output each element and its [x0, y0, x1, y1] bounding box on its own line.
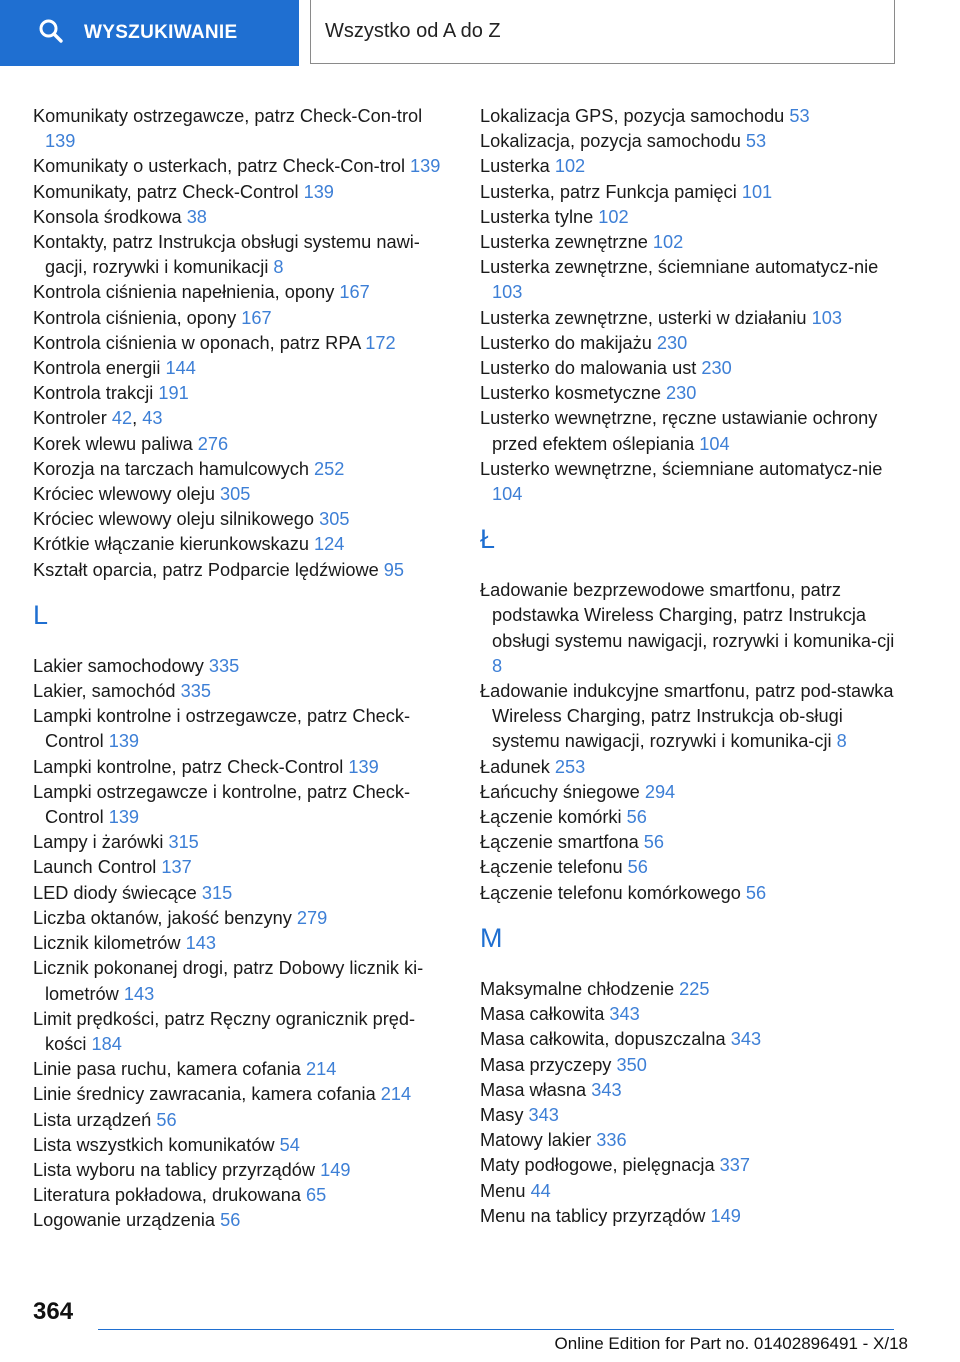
page-link[interactable]: 56 — [627, 857, 648, 878]
index-entry — [33, 1057, 453, 1082]
index-entry — [33, 205, 453, 230]
index-entry — [480, 1053, 905, 1078]
page-link[interactable]: 38 — [186, 206, 207, 227]
index-entry-text: Lampy i żarówki — [33, 832, 164, 853]
page-link[interactable]: 253 — [554, 756, 586, 777]
index-entry — [33, 432, 453, 457]
page-link[interactable]: 8 — [836, 731, 847, 752]
index-entry — [480, 1103, 905, 1128]
index-entry — [33, 830, 453, 855]
index-entry-text: Kontroler — [33, 408, 107, 429]
index-entry-text: Liczba oktanów, jakość benzyny — [33, 907, 292, 928]
index-entry-text: Masa całkowita — [480, 1004, 605, 1025]
page-link[interactable]: 279 — [296, 907, 328, 928]
index-entry — [480, 1002, 905, 1027]
index-entry — [480, 855, 905, 880]
index-entry — [480, 306, 905, 331]
index-entry — [480, 457, 905, 507]
index-entry-text: Kontakty, patrz Instrukcja obsługi systemu nawi-gacji, rozrywki i komunikacji — [33, 232, 420, 278]
index-entry — [33, 1108, 453, 1133]
page-link[interactable]: 137 — [161, 857, 192, 878]
index-entry-text: Lusterka zewnętrzne, ściemniane automatycz-nie — [480, 257, 879, 278]
index-entry — [480, 1078, 905, 1103]
index-entry — [480, 230, 905, 255]
index-entry — [480, 578, 905, 679]
page-link[interactable]: 139 — [108, 807, 140, 828]
page-link[interactable]: 139 — [108, 731, 140, 752]
index-entry — [33, 306, 453, 331]
page-link[interactable]: 294 — [644, 781, 676, 802]
page-link[interactable]: 56 — [626, 807, 647, 828]
page-link[interactable]: 305 — [220, 484, 251, 505]
page-link[interactable]: 56 — [156, 1109, 177, 1130]
index-entry — [480, 1153, 905, 1178]
index-entry-text: Lakier, samochód — [33, 681, 176, 702]
index-entry — [33, 180, 453, 205]
page-link[interactable]: 139 — [410, 156, 441, 177]
index-entry — [480, 755, 905, 780]
index-entry-text: Maksymalne chłodzenie — [480, 978, 675, 999]
index-entry-text: Korozja na tarczach hamulcowych — [33, 458, 309, 479]
index-entry-text: Konsola środkowa — [33, 206, 182, 227]
index-entry-text: Lusterka — [480, 156, 550, 177]
index-entry-text: Lusterko kosmetyczne — [480, 383, 661, 404]
page-link[interactable]: 143 — [123, 983, 155, 1004]
index-entry-text: Lusterko do malowania ust — [480, 358, 697, 379]
index-entry — [33, 654, 453, 679]
page-link[interactable]: 56 — [220, 1210, 241, 1231]
index-entry-text: Linie pasa ruchu, kamera cofania — [33, 1059, 301, 1080]
index-entry — [480, 977, 905, 1002]
index-entry-text: Kontrola ciśnienia napełnienia, opony — [33, 282, 335, 303]
index-entry-text: Łączenie telefonu — [480, 857, 623, 878]
index-entry — [480, 1027, 905, 1052]
page-link[interactable]: 139 — [348, 756, 379, 777]
index-entry — [480, 255, 905, 305]
index-entry — [33, 154, 453, 179]
page-link[interactable]: 103 — [492, 282, 523, 303]
page-link[interactable]: 42 — [111, 408, 133, 429]
index-entry-text: Kontrola ciśnienia w oponach, patrz RPA — [33, 332, 361, 353]
index-entry — [33, 457, 453, 482]
page-link[interactable]: 214 — [380, 1084, 412, 1105]
page-link[interactable]: 8 — [492, 655, 503, 676]
index-entry-text: Króciec wlewowy oleju silnikowego — [33, 509, 315, 530]
index-entry-text: Lusterka, patrz Funkcja pamięci — [480, 181, 737, 202]
index-entry — [480, 205, 905, 230]
index-entry-text: Masa przyczepy — [480, 1054, 612, 1075]
page-link[interactable]: 139 — [303, 181, 334, 202]
index-entry-text: Masa całkowita, dopuszczalna — [480, 1029, 726, 1050]
page-link[interactable]: 167 — [339, 282, 370, 303]
page-link[interactable]: 144 — [165, 358, 196, 379]
index-entry-text: Łączenie komórki — [480, 807, 622, 828]
index-entry-text: Matowy lakier — [480, 1130, 592, 1151]
page-link[interactable]: 315 — [168, 832, 199, 853]
page-link[interactable]: 225 — [679, 978, 710, 999]
page-link[interactable]: 343 — [730, 1029, 762, 1050]
index-column-right — [480, 104, 905, 1229]
index-entry — [480, 805, 905, 830]
index-entry — [480, 381, 905, 406]
page-link[interactable]: 102 — [598, 206, 629, 227]
index-entry — [33, 755, 453, 780]
index-entry — [480, 331, 905, 356]
index-entry — [480, 129, 905, 154]
index-entry — [33, 1082, 453, 1107]
index-entry — [480, 104, 905, 129]
page-link[interactable]: 8 — [273, 257, 284, 278]
index-entry-text: Menu — [480, 1180, 526, 1201]
page-link[interactable]: 95 — [383, 559, 405, 580]
index-entry — [480, 1128, 905, 1153]
index-entry-text: Łączenie smartfona — [480, 832, 639, 853]
index-entry-text: Lusterka zewnętrzne, usterki w działaniu — [480, 307, 807, 328]
index-entry — [33, 280, 453, 305]
index-entry — [33, 104, 453, 154]
page-link[interactable]: 102 — [554, 156, 586, 177]
index-entry-text: Lusterka tylne — [480, 206, 594, 227]
page-link[interactable]: 335 — [180, 681, 211, 702]
index-entry — [480, 406, 905, 456]
index-entry-text: Króciec wlewowy oleju — [33, 484, 215, 505]
index-entry-text: Lampki kontrolne i ostrzegawcze, patrz Check-Control — [33, 706, 411, 752]
index-entry-text: Menu na tablicy przyrządów — [480, 1205, 706, 1226]
index-entry-text: Lusterko wewnętrzne, ściemniane automatycz-nie — [480, 458, 883, 479]
page-link[interactable]: 167 — [241, 307, 272, 328]
page-link[interactable]: 43 — [142, 408, 163, 429]
footer-divider — [98, 1329, 894, 1330]
footer-edition-text: Online Edition for Part no. 01402896491 - X/18 — [554, 1334, 908, 1353]
index-entry-text: Komunikaty o usterkach, patrz Check-Con-trol — [33, 156, 405, 177]
index-entry-text: Lista wszystkich komunikatów — [33, 1134, 275, 1155]
index-entry — [33, 704, 453, 754]
index-entry — [33, 855, 453, 880]
index-entry — [480, 1204, 905, 1229]
index-entry — [480, 180, 905, 205]
index-entry-text: Kontrola trakcji — [33, 383, 154, 404]
index-entry-text: Lokalizacja, pozycja samochodu — [480, 131, 741, 152]
page-link[interactable]: 337 — [719, 1155, 750, 1176]
index-entry — [33, 230, 453, 280]
index-entry — [480, 830, 905, 855]
page-link[interactable]: 350 — [616, 1054, 647, 1075]
index-entry-text: Masy — [480, 1104, 524, 1125]
top-navigation-bar — [0, 0, 960, 66]
page-link[interactable]: 56 — [745, 882, 767, 903]
index-entry-text: Ładowanie bezprzewodowe smartfonu, patrz podstawka Wireless Charging, patrz Instrukcja obsługi systemu nawigacji, rozrywki i komunika-cji — [480, 580, 895, 651]
index-entry-text: Kształt oparcia, patrz Podparcie lędźwiowe — [33, 559, 379, 580]
page-link[interactable]: 44 — [530, 1180, 551, 1201]
page-link[interactable]: 343 — [609, 1004, 640, 1025]
index-entry — [480, 780, 905, 805]
page-link[interactable]: 343 — [528, 1104, 559, 1125]
page-separator: , — [132, 408, 138, 429]
index-entry — [33, 1007, 453, 1057]
index-entry — [480, 154, 905, 179]
index-entry — [33, 1183, 453, 1208]
index-entry-text: Kontrola energii — [33, 358, 161, 379]
page-link[interactable]: 56 — [643, 832, 665, 853]
index-entry — [33, 780, 453, 830]
index-entry — [33, 931, 453, 956]
index-entry-text: Maty podłogowe, pielęgnacja — [480, 1155, 715, 1176]
index-entry — [33, 1158, 453, 1183]
section-letter: L — [33, 599, 49, 630]
index-entry — [33, 532, 453, 557]
index-entry-text: Lusterka zewnętrzne — [480, 232, 648, 253]
index-entry-text: Komunikaty ostrzegawcze, patrz Check-Con-trol — [33, 106, 423, 126]
breadcrumb-label: Wszystko od A do Z — [325, 20, 501, 42]
index-entry-text: Linie średnicy zawracania, kamera cofania — [33, 1084, 376, 1105]
index-entry — [33, 679, 453, 704]
search-icon — [38, 18, 84, 49]
page-link[interactable]: 336 — [596, 1130, 627, 1151]
breadcrumb[interactable] — [310, 0, 895, 64]
page-link[interactable]: 139 — [45, 131, 76, 152]
page-link[interactable]: 335 — [208, 655, 240, 676]
page-link[interactable]: 149 — [710, 1205, 741, 1226]
page-link[interactable]: 53 — [789, 106, 810, 126]
index-entry-text: Lista wyboru na tablicy przyrządów — [33, 1159, 316, 1180]
index-entry-text: Ładowanie indukcyjne smartfonu, patrz pod-stawka Wireless Charging, patrz Instrukcja ob-sługi systemu nawigacji, rozrywki i komunika-cji — [480, 681, 894, 752]
index-entry-text: Ładunek — [480, 756, 550, 777]
index-entry — [480, 881, 905, 906]
index-entry — [33, 356, 453, 381]
index-entry-text: Komunikaty, patrz Check-Control — [33, 181, 299, 202]
page-link[interactable]: 103 — [811, 307, 842, 328]
index-entry — [33, 906, 453, 931]
index-entry-text: Literatura pokładowa, drukowana — [33, 1185, 301, 1206]
index-entry — [33, 507, 453, 532]
page-link[interactable]: 124 — [314, 534, 345, 555]
page-link[interactable]: 53 — [745, 131, 767, 152]
index-entry-text: Łączenie telefonu komórkowego — [480, 882, 741, 903]
index-entry — [33, 482, 453, 507]
index-entry — [33, 381, 453, 406]
page-link[interactable]: 230 — [656, 332, 688, 353]
page-link[interactable]: 191 — [158, 383, 189, 404]
index-entry-text: Masa własna — [480, 1079, 587, 1100]
section-letter: Ł — [480, 524, 496, 555]
index-entry-text: Lokalizacja GPS, pozycja samochodu — [480, 106, 785, 126]
section-letter: M — [480, 922, 503, 953]
index-entry — [480, 1179, 905, 1204]
index-entry-text: Logowanie urządzenia — [33, 1210, 216, 1231]
index-entry-text: Licznik kilometrów — [33, 933, 181, 954]
index-entry — [480, 356, 905, 381]
page-link[interactable]: 104 — [492, 484, 523, 505]
page-link[interactable]: 305 — [319, 509, 350, 530]
index-entry-text: Lusterko wewnętrzne, ręczne ustawianie ochrony przed efektem oślepiania — [480, 408, 878, 454]
index-entry-text: Lakier samochodowy — [33, 655, 204, 676]
page-link[interactable]: 149 — [320, 1159, 351, 1180]
index-entry-text: Krótkie włączanie kierunkowskazu — [33, 534, 309, 555]
index-entry — [33, 558, 453, 583]
index-entry-text: LED diody świecące — [33, 882, 197, 903]
index-entry — [480, 679, 905, 755]
index-entry-text: Kontrola ciśnienia, opony — [33, 307, 237, 328]
index-entry — [33, 406, 453, 431]
page-link[interactable]: 315 — [201, 882, 233, 903]
page-link[interactable]: 214 — [305, 1059, 337, 1080]
index-entry-text: Lampki kontrolne, patrz Check-Control — [33, 756, 344, 777]
index-entry — [33, 1208, 453, 1233]
index-column-left — [33, 104, 453, 1234]
index-entry-text: Launch Control — [33, 857, 157, 878]
page-link[interactable]: 104 — [699, 433, 730, 454]
index-entry — [33, 956, 453, 1006]
index-entry-text: Lusterko do makijażu — [480, 332, 652, 353]
page-link[interactable]: 276 — [197, 433, 229, 454]
page-link[interactable]: 54 — [279, 1134, 300, 1155]
page-link[interactable]: 230 — [666, 383, 697, 404]
index-entry — [33, 1133, 453, 1158]
index-entry-text: Licznik pokonanej drogi, patrz Dobowy licznik ki-lometrów — [33, 958, 424, 1004]
index-entry-text: Lista urządzeń — [33, 1109, 152, 1130]
search-button-label: WYSZUKIWANIE — [84, 22, 238, 43]
index-entry-text: Korek wlewu paliwa — [33, 433, 193, 454]
page-link[interactable]: 102 — [652, 232, 684, 253]
page-link[interactable]: 184 — [91, 1033, 122, 1054]
page-link[interactable]: 101 — [741, 181, 773, 202]
page-link[interactable]: 252 — [314, 458, 345, 479]
page-link[interactable]: 172 — [365, 332, 396, 353]
search-button[interactable] — [0, 0, 299, 66]
index-entry-text: Łańcuchy śniegowe — [480, 781, 640, 802]
index-entry — [33, 331, 453, 356]
index-entry-text: Limit prędkości, patrz Ręczny ogranicznik pręd-kości — [33, 1008, 416, 1054]
page-link[interactable]: 230 — [701, 358, 732, 379]
page-link[interactable]: 343 — [591, 1079, 622, 1100]
page-number: 364 — [33, 1298, 74, 1325]
index-entry — [33, 881, 453, 906]
page-link[interactable]: 65 — [306, 1185, 327, 1206]
index-entry-text: Lampki ostrzegawcze i kontrolne, patrz Check-Control — [33, 781, 411, 828]
page-link[interactable]: 143 — [185, 933, 216, 954]
